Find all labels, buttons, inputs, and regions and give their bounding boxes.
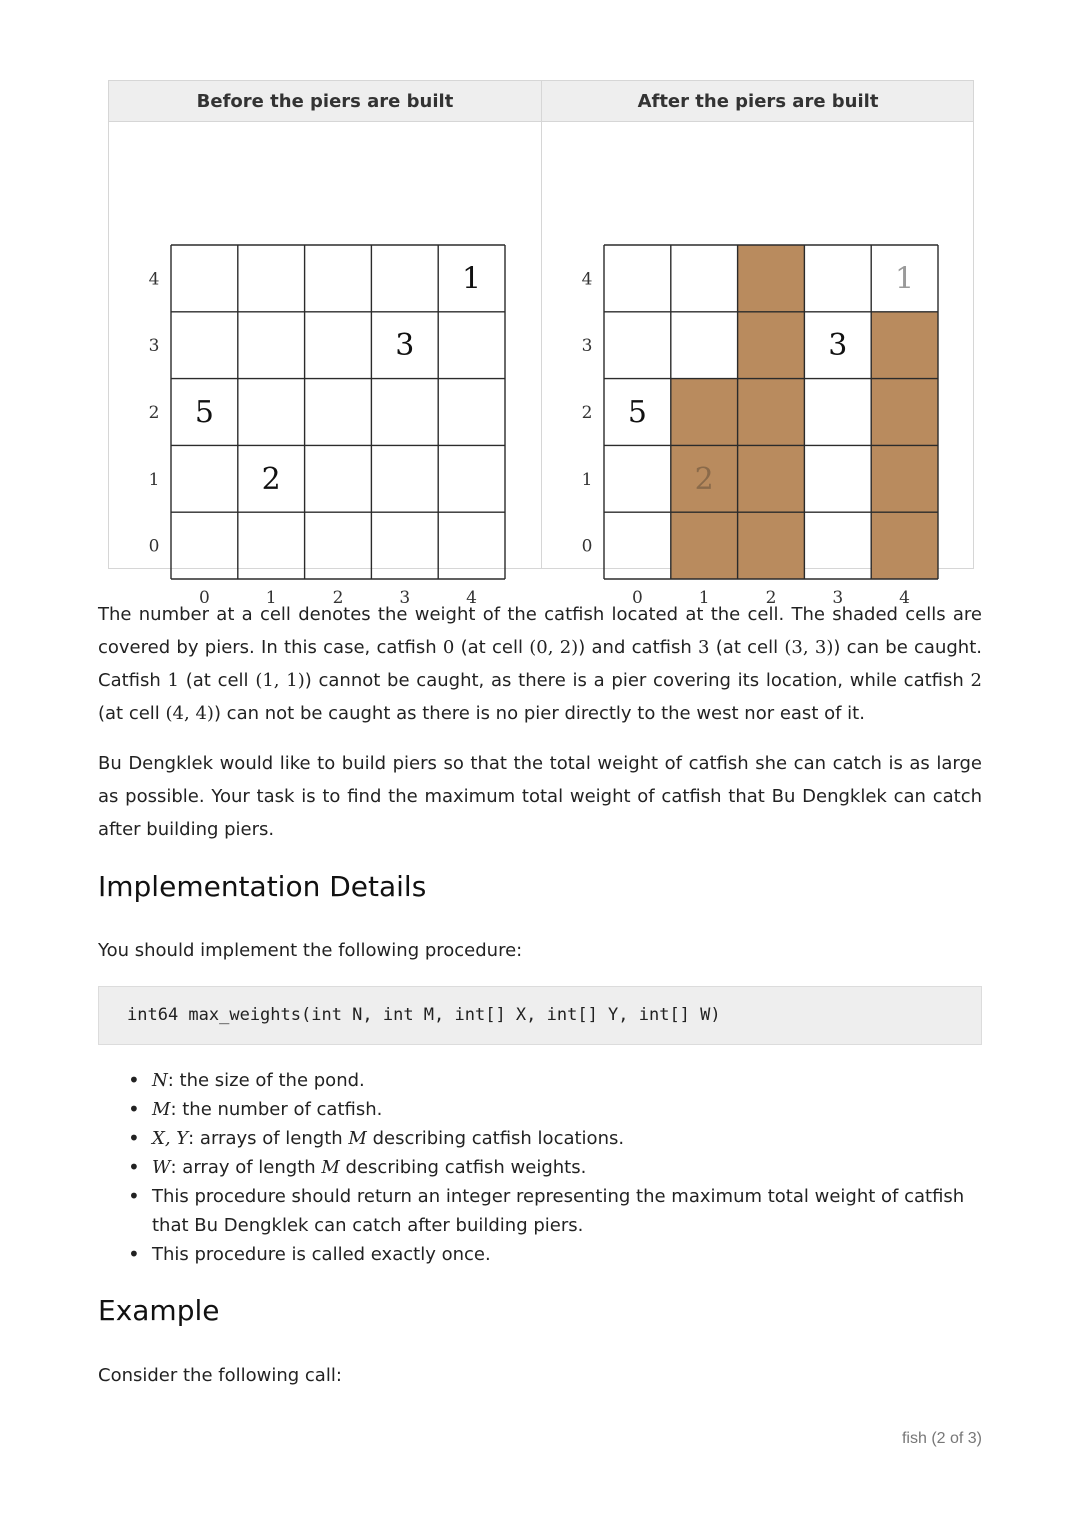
text-run: The number at a cell denotes the weight of the catfish located at the cell. The shaded cells are covered by piers. In this case, catfish	[98, 604, 982, 658]
catfish-weight: 3	[828, 328, 848, 364]
y-tick-label: 3	[148, 336, 160, 357]
math-run: W	[152, 1157, 171, 1178]
text-run: ) can be caught. Catfish	[98, 637, 982, 691]
pier-cell	[738, 445, 805, 512]
math-run: M	[348, 1128, 367, 1149]
math-run: (0, 2)	[529, 637, 579, 658]
catfish-weight: 2	[694, 461, 714, 497]
pier-cell	[738, 512, 805, 579]
math-run: (3, 3)	[784, 637, 834, 658]
list-item	[98, 1066, 982, 1095]
figure-table	[108, 80, 974, 608]
y-tick-label: 2	[581, 403, 593, 423]
example-intro: Consider the following call:	[98, 1365, 342, 1386]
text-run: : the number of catfish.	[170, 1099, 383, 1120]
pier-cell	[738, 312, 805, 379]
implementation-heading: Implementation Details	[98, 870, 427, 903]
pier-cell	[738, 379, 805, 446]
x-tick-label: 1	[265, 588, 277, 608]
y-tick-label: 0	[148, 536, 160, 557]
y-tick-label: 3	[581, 336, 593, 357]
text-run: ) can not be caught as there is no pier directly to the west nor east of it.	[213, 703, 865, 724]
math-run: 2	[970, 670, 982, 691]
text-run: describing catfish weights.	[339, 1157, 587, 1178]
text-run: (at cell	[98, 703, 166, 724]
text-run: : array of length	[170, 1157, 322, 1178]
x-tick-label: 1	[698, 588, 710, 608]
list-item	[98, 1153, 982, 1182]
pier-cell	[738, 245, 805, 312]
math-run: X, Y	[152, 1128, 189, 1149]
list-item	[98, 1095, 982, 1124]
math-run: 3	[698, 637, 710, 658]
parameter-list	[98, 1066, 982, 1269]
x-tick-label: 0	[198, 588, 210, 608]
y-tick-label: 2	[148, 403, 160, 423]
grid-after-piers	[542, 122, 974, 608]
explanation-paragraph	[98, 598, 982, 730]
catfish-weight: 1	[462, 261, 482, 297]
pier-cell	[871, 312, 938, 379]
text-run: This procedure should return an integer representing the maximum total weight of catfish that Bu Dengklek can catch after building piers.	[152, 1186, 965, 1236]
catfish-weight: 2	[261, 461, 281, 497]
y-tick-label: 1	[581, 469, 593, 490]
page-footer: fish (2 of 3)	[901, 1430, 982, 1447]
list-item	[98, 1124, 982, 1153]
code-block	[98, 986, 982, 1045]
header-after: After the piers are built	[637, 91, 879, 112]
x-tick-label: 3	[399, 588, 411, 608]
pier-cell	[871, 445, 938, 512]
x-tick-label: 2	[765, 588, 777, 608]
pier-cell	[871, 379, 938, 446]
text-run: describing catfish locations.	[366, 1128, 625, 1149]
text-run: ) and catfish	[578, 637, 699, 658]
pier-cell	[671, 512, 738, 579]
catfish-weight: 5	[194, 395, 214, 430]
y-tick-label: 0	[581, 536, 593, 557]
list-item	[98, 1240, 982, 1269]
task-paragraph: Bu Dengklek would like to build piers so that the total weight of catfish she can catch is as large as possible. Your task is to find the maximum total weight of catfish that Bu Dengklek can catch after building piers.	[98, 753, 982, 840]
math-run: (4, 4)	[165, 703, 214, 724]
math-run: (1, 1)	[255, 670, 305, 691]
y-tick-label: 4	[581, 269, 593, 290]
x-tick-label: 2	[332, 588, 344, 608]
y-tick-label: 4	[148, 269, 160, 290]
x-tick-label: 3	[832, 588, 844, 608]
x-tick-label: 4	[899, 588, 911, 608]
x-tick-label: 0	[631, 588, 643, 608]
text-run: : the size of the pond.	[167, 1070, 365, 1091]
catfish-weight: 3	[395, 328, 415, 364]
text-run: (at cell	[178, 670, 256, 691]
y-tick-label: 1	[148, 469, 160, 490]
math-run: N	[152, 1070, 168, 1091]
catfish-weight: 5	[627, 395, 647, 430]
text-run: (at cell	[454, 637, 530, 658]
header-before: Before the piers are built	[196, 91, 454, 112]
text-run: (at cell	[709, 637, 785, 658]
grid-before-piers	[109, 122, 541, 608]
math-run: 0	[442, 637, 455, 658]
pier-cell	[671, 379, 738, 446]
list-item	[98, 1182, 982, 1240]
text-run: : arrays of length	[188, 1128, 349, 1149]
math-run: M	[152, 1099, 171, 1120]
implementation-intro: You should implement the following procedure:	[98, 940, 523, 961]
text-run: This procedure is called exactly once.	[152, 1244, 491, 1265]
math-run: 1	[167, 670, 179, 691]
pier-cell	[871, 512, 938, 579]
x-tick-label: 4	[466, 588, 478, 608]
code-signature: int64 max_weights(int N, int M, int[] X, int[] Y, int[] W)	[127, 1005, 721, 1025]
math-run: M	[321, 1157, 340, 1178]
text-run: ) cannot be caught, as there is a pier covering its location, while catfish	[304, 670, 971, 691]
example-heading: Example	[98, 1294, 220, 1327]
catfish-weight: 1	[895, 261, 915, 297]
